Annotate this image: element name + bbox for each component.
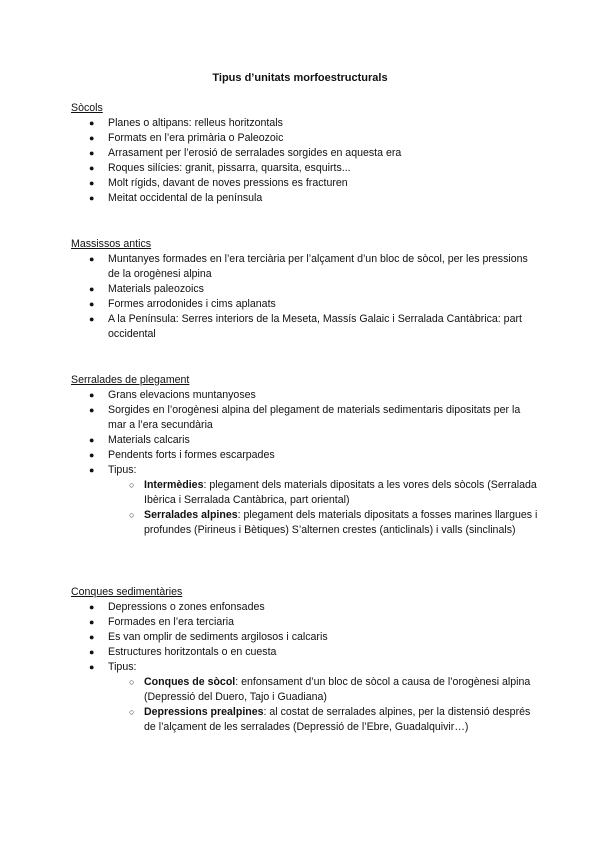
bullet-icon: ●	[89, 148, 95, 158]
list-item: ● Pendents forts i formes escarpades	[89, 449, 275, 461]
bullet-icon: ●	[89, 465, 95, 475]
list-item: ● Tipus: ○ Intermèdies: plegament dels materials dipositats a les vores dels sòcols (Serralada Ibèrica i Serralada Cantàbrica, part oriental) ○ Serralades alpines: plegament dels materials dipositats a fosses marines llargues i profundes (Pirineus i Bètiques) S’alternen crestes (anticlinals) i valls (sinclinals)	[71, 463, 541, 538]
bullet-list	[71, 600, 541, 735]
list-item: ● Sorgides en l’orogènesi alpina del plegament de materials sedimentaris dipositats per la mar a l’era secundària	[89, 404, 521, 431]
list-item: ● Depressions o zones enfonsades	[89, 601, 265, 613]
bullet-icon: ●	[89, 632, 95, 642]
list-item: ● Estructures horitzontals o en cuesta	[89, 646, 277, 658]
list-item: ● Roques silícies: granit, pissarra, quarsita, esquirts...	[89, 162, 351, 174]
list-item: ● Molt rígids, davant de noves pressions es fracturen	[89, 177, 348, 189]
section-socols	[71, 101, 541, 206]
sub-list-item: ○ Conques de sòcol: enfonsament d’un bloc de sòcol a causa de l’orogènesi alpina (Depressió del Duero, Tajo i Guadiana)	[129, 676, 531, 703]
bullet-list	[71, 388, 541, 538]
list-item: ● Formades en l’era terciaria	[89, 616, 234, 628]
sub-bullet-icon: ○	[129, 510, 135, 520]
list-item: ● Es van omplir de sediments argilosos i calcaris	[89, 631, 328, 643]
section-heading: Conques sedimentàries	[71, 586, 183, 598]
bullet-icon: ●	[89, 405, 95, 415]
sub-bullet-icon: ○	[129, 707, 135, 717]
bullet-icon: ●	[89, 178, 95, 188]
list-item: ● A la Península: Serres interiors de la Meseta, Massís Galaic i Serralada Cantàbrica: part occidental	[89, 313, 522, 340]
section-heading: Sòcols	[71, 102, 103, 114]
document-title: Tipus d’unitats morfoestructurals	[212, 72, 388, 84]
sub-bullet-list	[108, 675, 541, 735]
sub-bullet-icon: ○	[129, 480, 135, 490]
list-item: ● Planes o altipans: relleus horitzontals	[89, 117, 283, 129]
sub-bullet-list	[108, 478, 541, 538]
bullet-icon: ●	[89, 617, 95, 627]
list-item: ● Materials calcaris	[89, 434, 190, 446]
bullet-icon: ●	[89, 133, 95, 143]
sub-list-item: ○ Depressions prealpines: al costat de serralades alpines, per la distensió després de l’alçament de les serralades (Depressió de l’Ebre, Guadalquivir…)	[129, 706, 531, 733]
bullet-icon: ●	[89, 284, 95, 294]
sub-bullet-icon: ○	[129, 677, 135, 687]
section-heading: Massissos antics	[71, 238, 152, 250]
bullet-icon: ●	[89, 254, 95, 264]
sub-list-item: ○ Intermèdies: plegament dels materials dipositats a les vores dels sòcols (Serralada Ibèrica i Serralada Cantàbrica, part oriental)	[129, 479, 537, 506]
bullet-icon: ●	[89, 662, 95, 672]
section-conques	[71, 585, 541, 735]
list-item: ● Materials paleozoics	[89, 283, 204, 295]
bullet-icon: ●	[89, 647, 95, 657]
bullet-list	[71, 252, 541, 342]
bullet-icon: ●	[89, 118, 95, 128]
bullet-list	[71, 116, 541, 206]
bullet-icon: ●	[89, 450, 95, 460]
sub-list-item: ○ Serralades alpines: plegament dels materials dipositats a fosses marines llargues i profundes (Pirineus i Bètiques) S’alternen crestes (anticlinals) i valls (sinclinals)	[129, 509, 538, 536]
list-item: ● Muntanyes formades en l’era terciària per l’alçament d’un bloc de sòcol, per les pressions de la orogènesi alpina	[89, 253, 528, 280]
section-massissos	[71, 237, 541, 342]
bullet-icon: ●	[89, 602, 95, 612]
bullet-icon: ●	[89, 314, 95, 324]
section-serralades	[71, 373, 541, 538]
list-item: ● Arrasament per l’erosió de serralades sorgides en aquesta era	[89, 147, 402, 159]
bullet-icon: ●	[89, 390, 95, 400]
list-item: ● Formes arrodonides i cims aplanats	[89, 298, 276, 310]
list-item: ● Meitat occidental de la península	[89, 192, 263, 204]
bullet-icon: ●	[89, 435, 95, 445]
bullet-icon: ●	[89, 299, 95, 309]
bullet-icon: ●	[89, 163, 95, 173]
list-item: ● Grans elevacions muntanyoses	[89, 389, 256, 401]
list-item: ● Tipus: ○ Conques de sòcol: enfonsament d’un bloc de sòcol a causa de l’orogènesi alpina (Depressió del Duero, Tajo i Guadiana) ○ Depressions prealpines: al costat de serralades alpines, per la distensió després de l’alçament de les serralades (Depressió de l’Ebre, Guadalquivir…)	[71, 660, 541, 735]
section-heading: Serralades de plegament	[71, 374, 190, 386]
bullet-icon: ●	[89, 193, 95, 203]
list-item: ● Formats en l’era primària o Paleozoic	[89, 132, 284, 144]
